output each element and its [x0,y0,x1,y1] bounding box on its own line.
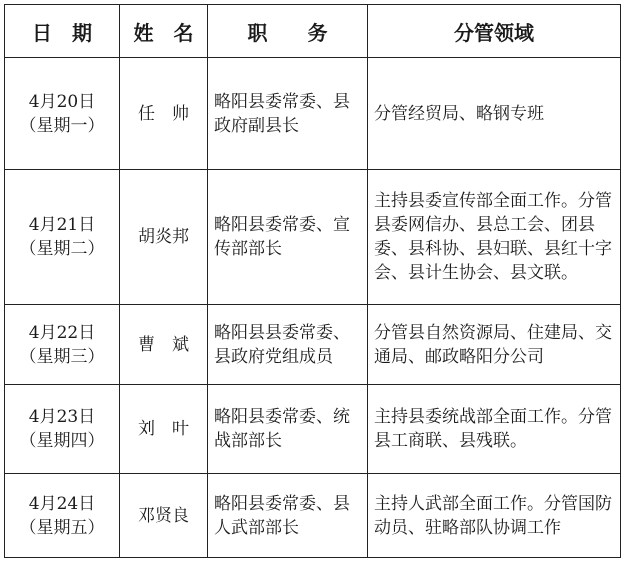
name-cell: 曹 斌 [120,305,208,385]
date-text: 4月20日 [28,91,96,112]
area-cell: 主持县委宣传部全面工作。分管县委网信办、县总工会、团县委、县科协、县妇联、县红十字会、县计生协会、县文联。 [368,170,621,305]
header-date: 日 期 [5,5,120,58]
date-cell [5,58,120,170]
weekday-text: （星期一） [19,115,105,136]
date-cell [5,305,120,385]
position-cell: 略阳县委常委、县政府副县长 [208,58,368,170]
area-cell: 主持人武部全面工作。分管国防动员、驻略部队协调工作 [368,474,621,558]
area-cell: 分管经贸局、略钢专班 [368,58,621,170]
date-cell [5,474,120,558]
area-cell: 分管县自然资源局、住建局、交通局、邮政略阳分公司 [368,305,621,385]
date-text: 4月24日 [28,493,96,514]
area-cell: 主持县委统战部全面工作。分管县工商联、县残联。 [368,385,621,474]
header-position: 职 务 [208,5,368,58]
table-row [5,385,621,474]
name-cell: 刘 叶 [120,385,208,474]
header-area: 分管领域 [368,5,621,58]
date-cell [5,385,120,474]
date-text: 4月23日 [28,407,96,427]
name-cell: 任 帅 [120,58,208,170]
position-cell: 略阳县委常委、县人武部部长 [208,474,368,558]
table-row [5,170,621,305]
position-cell: 略阳县委常委、宣传部部长 [208,170,368,305]
position-cell: 略阳县委常委、统战部部长 [208,385,368,474]
weekday-text: （星期五） [19,517,105,538]
date-text: 4月22日 [28,322,96,343]
table-row [5,305,621,385]
date-text: 4月21日 [28,215,96,235]
table-row [5,58,621,170]
position-cell: 略阳县县委常委、县政府党组成员 [208,305,368,385]
table-row [5,474,621,558]
table-header-row [5,5,621,58]
header-name: 姓 名 [120,5,208,58]
name-cell: 邓贤良 [120,474,208,558]
date-cell [5,170,120,305]
schedule-table [4,4,621,558]
name-cell: 胡炎邦 [120,170,208,305]
weekday-text: （星期三） [19,346,105,367]
weekday-text: （星期四） [19,431,105,451]
weekday-text: （星期二） [19,239,105,259]
